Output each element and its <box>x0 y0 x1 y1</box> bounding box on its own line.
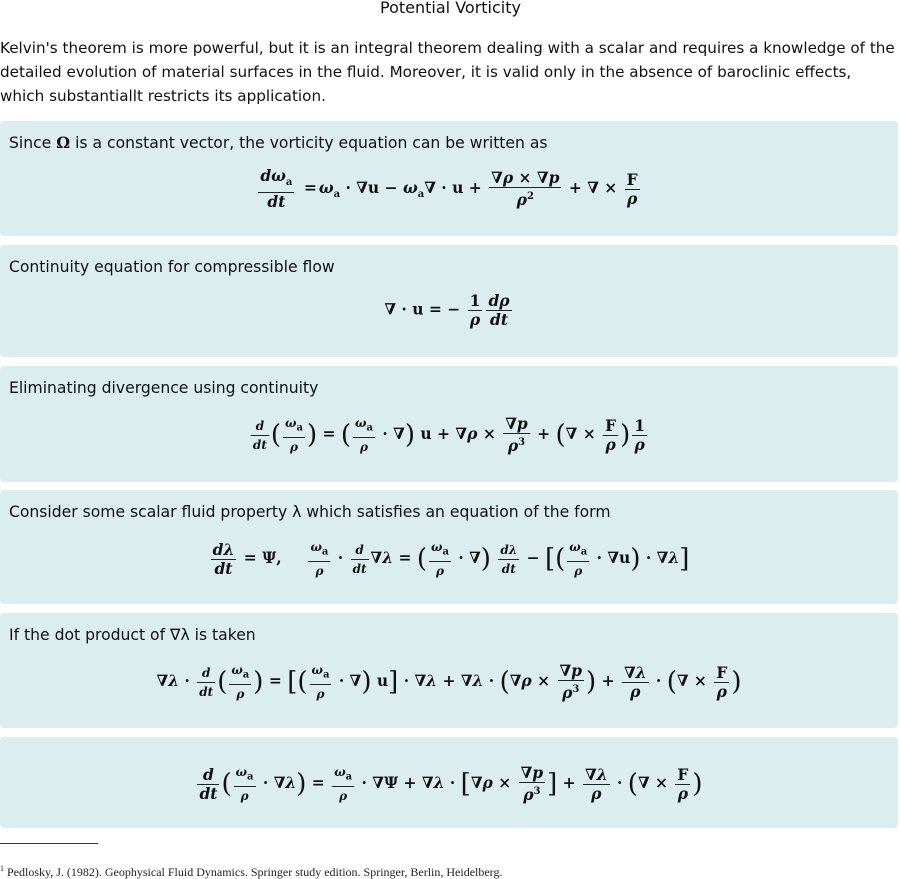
potential-vorticity-equation: $\frac{d}{dt}$ ( $\frac{\omega_a}{\rho}$ · ∇λ) = $\frac{\omega_a}{\rho}$ · ∇Ψ + ∇λ · [∇ρ × $\frac{\nabla p}{\rho^3}$ ] + $\frac{\nabla\lambda}{\rho}$ · (∇ × $\frac{F}{\rho}$ ) <box>199 763 703 805</box>
section-label: Consider some scalar fluid property λ which satisfies an equation of the form <box>9 503 611 521</box>
scalar-property-equation: $\frac{d\lambda}{dt}$ = Ψ, $\frac{\omega_a}{\rho}$ · $\frac{d}{dt}$ ∇λ = ( $\frac{\omega_a}{\rho}$ · ∇) $\frac{d\lambda}{dt}$ − [( $\frac{\omega_a}{\rho}$ · ∇u) · ∇λ] <box>212 539 690 579</box>
vorticity-equation: $\frac{d\omega_a}{dt}$ = $\omega_a \cdot \nabla u - \omega_a\nabla \cdot u$ + $\frac{\nabla\rho \times \nabla p}{\rho^2}$ + ∇ × $\frac{F}{\rho}$ <box>260 166 638 212</box>
footnote <box>0 862 502 879</box>
section-label: Since Ω is a constant vector, the vorticity equation can be written as <box>9 133 548 152</box>
footnote-divider <box>0 843 98 844</box>
eliminating-divergence-box <box>0 366 898 482</box>
eliminating-divergence-equation: $\frac{d}{dt}$ ( $\frac{\omega_a}{\rho}$ ) = ( $\frac{\omega_a}{\rho}$ · ∇) u + ∇ρ × $\frac{\nabla p}{\rho^3}$ + (∇ × $\frac{F}{\rho}$ ) $\frac{1}{\rho}$ <box>252 414 646 456</box>
dot-product-box <box>0 613 898 728</box>
footnote-marker: 1 <box>0 864 4 873</box>
potential-vorticity-box <box>0 737 898 828</box>
footnote-text: Pedlosky, J. (1982). Geophysical Fluid Dynamics. Springer study edition. Springer, Berlin, Heidelberg. <box>7 865 503 879</box>
continuity-equation: ∇ · u = − $\frac{1}{\rho}$ $\frac{d\rho}{dt}$ <box>384 291 510 329</box>
vorticity-equation-box <box>0 121 898 236</box>
intro-paragraph: Kelvin's theorem is more powerful, but it is an integral theorem dealing with a scalar and requires a knowledge of the detailed evolution of material surfaces in the fluid. Moreover, it is valid only in the absence of baroclinic effects, which substantiallt restricts its application. <box>0 39 895 105</box>
section-label: Eliminating divergence using continuity <box>9 379 319 397</box>
dot-product-equation: ∇λ · $\frac{d}{dt}$ ( $\frac{\omega_a}{\rho}$ ) = [( $\frac{\omega_a}{\rho}$ · ∇) u] · ∇λ + ∇λ · (∇ρ × $\frac{\nabla p}{\rho^3}$ ) + $\frac{\nabla\lambda}{\rho}$ · (∇ × $\frac{F}{\rho}$ ) <box>156 661 742 703</box>
section-label: If the dot product of ∇λ is taken <box>9 626 256 644</box>
page-title: Potential Vorticity <box>380 0 521 17</box>
continuity-equation-box <box>0 245 898 357</box>
section-label: Continuity equation for compressible flow <box>9 258 335 276</box>
scalar-property-box <box>0 490 898 604</box>
